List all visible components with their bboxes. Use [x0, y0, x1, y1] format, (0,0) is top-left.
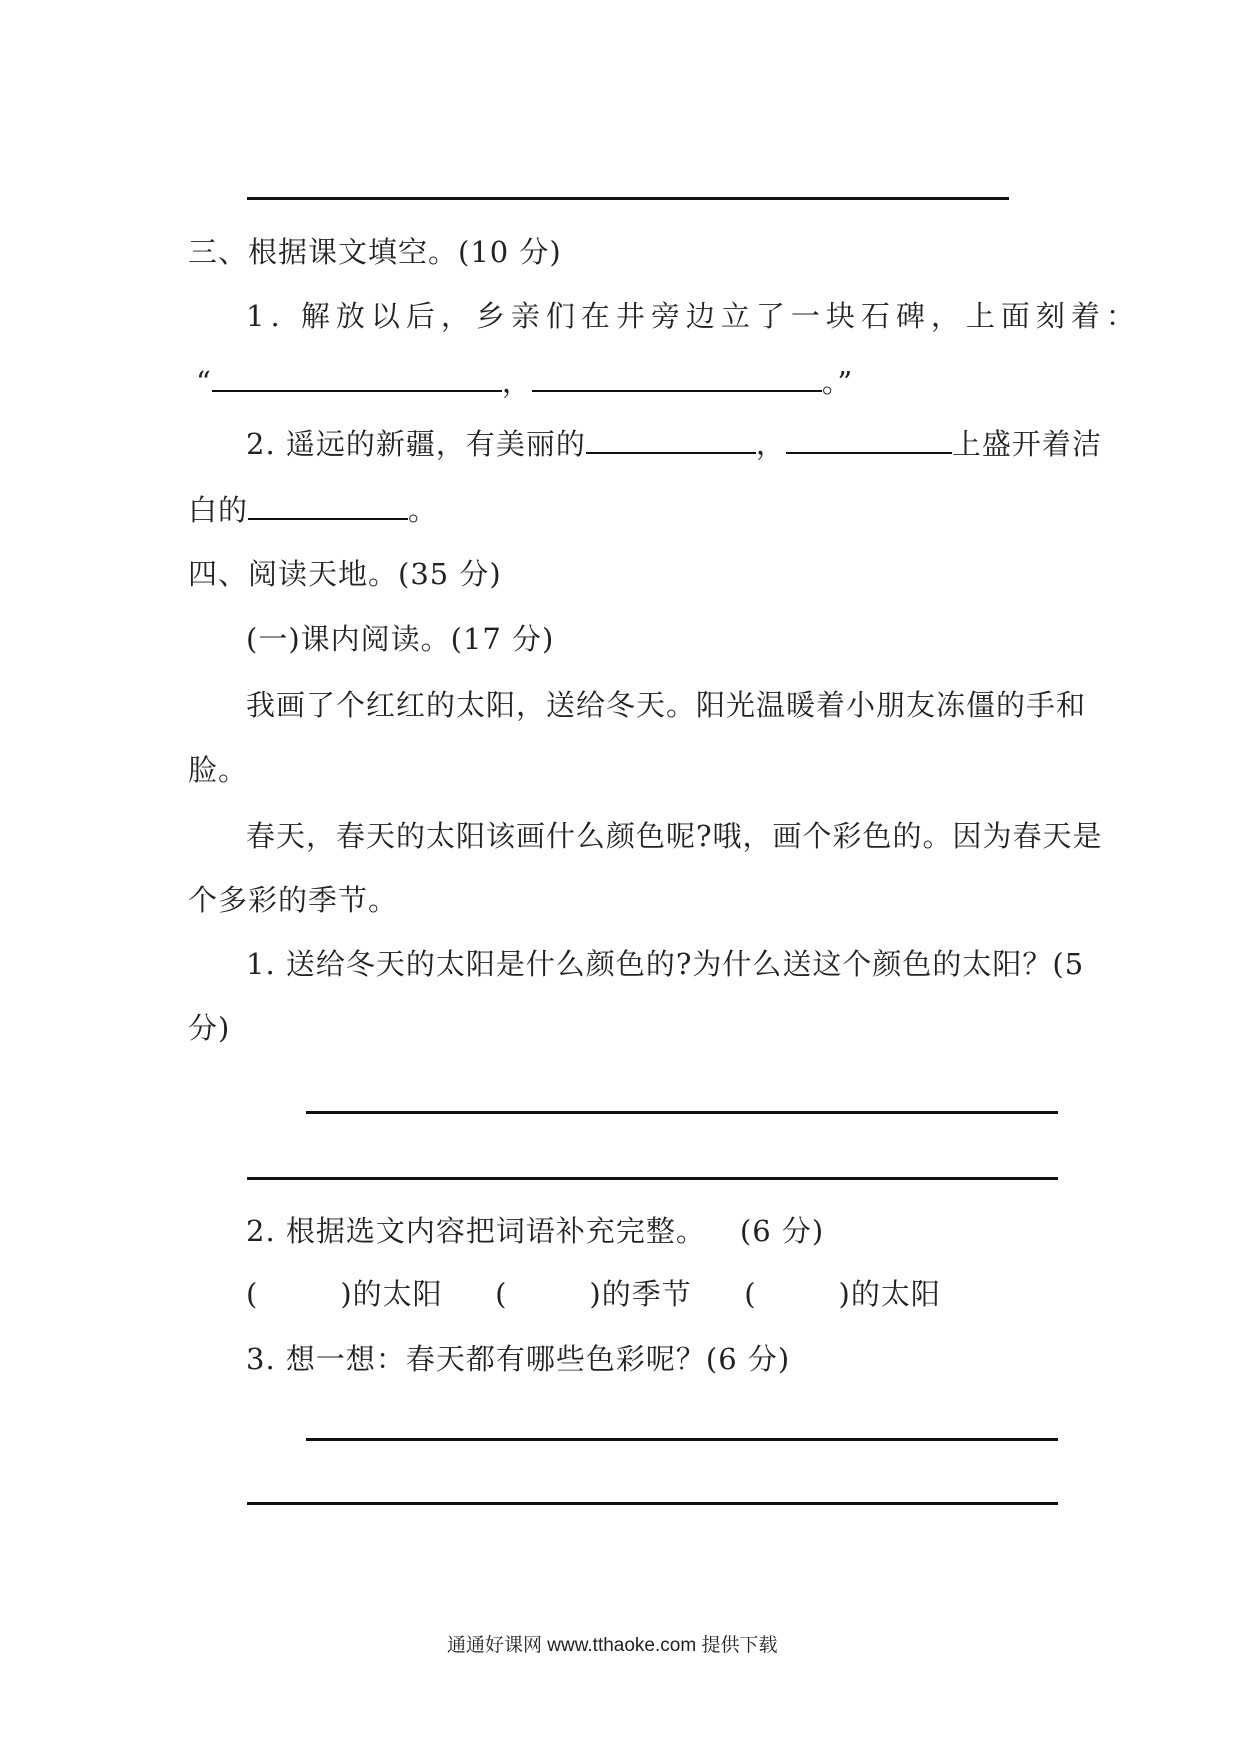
section-3-question-1-blanks	[196, 362, 853, 402]
fill-blank[interactable]	[586, 430, 756, 454]
reading-question-2-points: (6 分)	[739, 1214, 825, 1248]
section-4-sub-heading: (一)课内阅读。(17 分)	[246, 622, 555, 656]
question-2-text-a: 2. 遥远的新疆，有美丽的	[246, 427, 586, 461]
fill-blank[interactable]	[532, 368, 822, 392]
fill-blank[interactable]	[212, 368, 502, 392]
reading-question-1-line-1: 1. 送给冬天的太阳是什么颜色的?为什么送这个颜色的太阳？(5	[246, 947, 1085, 981]
reading-question-3: 3. 想一想：春天都有哪些色彩呢？(6 分)	[246, 1342, 791, 1376]
question-2-text-b: 上盛开着洁	[951, 427, 1102, 461]
fill-blank[interactable]	[786, 430, 952, 454]
section-4-heading: 四、阅读天地。(35 分)	[188, 557, 502, 591]
answer-line[interactable]	[306, 1438, 1058, 1441]
answer-line[interactable]	[247, 197, 1009, 200]
word-completion-row	[246, 1274, 941, 1314]
passage-paragraph-1-line-1: 我画了个红红的太阳，送给冬天。阳光温暖着小朋友冻僵的手和	[246, 688, 1087, 722]
word-item: ( )的太阳	[246, 1277, 443, 1311]
reading-question-2	[246, 1211, 824, 1251]
question-2-line-2-b: 。	[408, 493, 439, 527]
open-quote: “	[196, 365, 212, 399]
reading-question-1-line-2: 分)	[188, 1011, 231, 1045]
comma: ，	[501, 365, 532, 399]
reading-question-2-text: 2. 根据选文内容把词语补充完整。	[246, 1214, 706, 1248]
section-3-question-2-line-2	[188, 490, 438, 530]
passage-paragraph-2-line-2: 个多彩的季节。	[188, 883, 399, 917]
fill-blank[interactable]	[248, 496, 408, 520]
section-3-question-1: 1. 解放以后，乡亲们在井旁边立了一块石碑，上面刻着：	[246, 299, 1141, 333]
answer-line[interactable]	[247, 1177, 1058, 1180]
passage-paragraph-1-line-2: 脸。	[188, 753, 249, 787]
answer-line[interactable]	[306, 1111, 1058, 1114]
section-3-question-2	[246, 424, 1102, 464]
word-item: ( )的太阳	[744, 1277, 941, 1311]
question-2-line-2-a: 白的	[188, 493, 249, 527]
section-3-heading: 三、根据课文填空。(10 分)	[188, 235, 562, 269]
word-item: ( )的季节	[495, 1277, 692, 1311]
close-quote: 。”	[821, 365, 854, 399]
page-footer: 通通好课网 www.tthaoke.com 提供下载	[447, 1635, 778, 1656]
comma: ，	[755, 427, 786, 461]
answer-line[interactable]	[247, 1502, 1058, 1505]
passage-paragraph-2-line-1: 春天，春天的太阳该画什么颜色呢?哦，画个彩色的。因为春天是	[246, 819, 1103, 853]
